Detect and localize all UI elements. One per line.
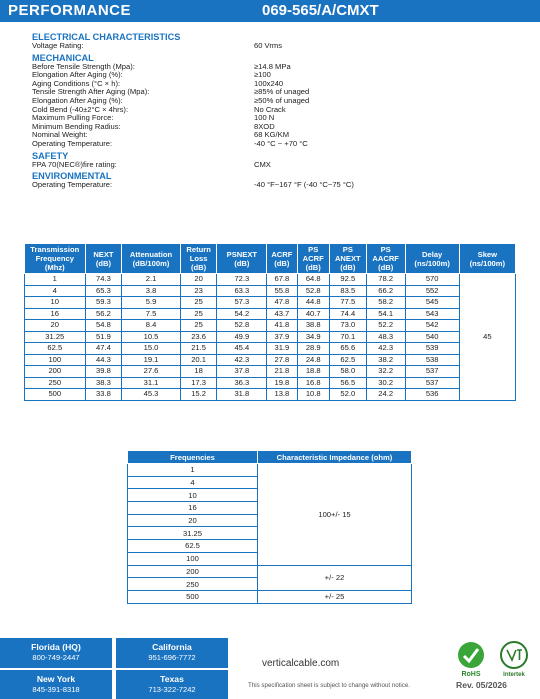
perf-cell: 34.9 <box>297 331 329 343</box>
spec-label: Nominal Weight: <box>32 130 88 140</box>
table-row <box>25 343 516 355</box>
perf-cell: 38.2 <box>366 354 405 366</box>
performance-table <box>24 243 516 401</box>
perf-cell: 65.3 <box>85 285 122 297</box>
section-title: SAFETY <box>32 150 69 161</box>
table-row <box>25 331 516 343</box>
perf-cell: 56.5 <box>329 377 366 389</box>
perf-cell: 31.1 <box>122 377 180 389</box>
perf-cell: 38.8 <box>297 320 329 332</box>
impedance-table <box>127 450 412 604</box>
imp-header-freq: Frequencies <box>128 451 258 464</box>
perf-cell: 45.4 <box>217 343 267 355</box>
perf-cell: 57.3 <box>217 297 267 309</box>
spec-section <box>32 32 512 51</box>
spec-label: Elongation After Aging (%): <box>32 70 123 80</box>
perf-cell: 537 <box>405 366 459 378</box>
perf-cell: 45.3 <box>122 389 180 401</box>
perf-cell: 21.5 <box>180 343 217 355</box>
imp-header-impedance: Characteristic Impedance (ohm) <box>258 451 412 464</box>
perf-cell: 47.8 <box>267 297 297 309</box>
perf-header-cell: PS ACRF (dB) <box>297 244 329 274</box>
perf-cell: 19.8 <box>267 377 297 389</box>
perf-cell: 20 <box>25 320 86 332</box>
perf-cell: 3.8 <box>122 285 180 297</box>
perf-cell: 74.3 <box>85 274 122 286</box>
perf-header-cell: NEXT (dB) <box>85 244 122 274</box>
perf-cell: 100 <box>25 354 86 366</box>
table-row <box>128 464 412 477</box>
spec-row <box>32 181 512 190</box>
perf-cell: 49.9 <box>217 331 267 343</box>
perf-cell: 36.3 <box>217 377 267 389</box>
perf-cell: 24.2 <box>366 389 405 401</box>
imp-freq-cell: 10 <box>128 489 258 502</box>
imp-freq-cell: 500 <box>128 590 258 603</box>
section-title: ELECTRICAL CHARACTERISTICS <box>32 32 181 42</box>
perf-cell: 500 <box>25 389 86 401</box>
perf-cell: 28.9 <box>297 343 329 355</box>
etl-intertek-logo-icon <box>496 640 532 678</box>
perf-cell: 24.8 <box>297 354 329 366</box>
perf-cell: 62.5 <box>25 343 86 355</box>
spec-value: -40 °C ~ +70 °C <box>254 138 308 148</box>
spec-label: Aging Conditions (°C × h): <box>32 78 121 88</box>
perf-cell: 31.25 <box>25 331 86 343</box>
spec-label: FPA 70(NEC®)fire rating: <box>32 159 117 169</box>
imp-value-cell: +/- 25 <box>258 590 412 603</box>
spec-value: CMX <box>254 159 271 169</box>
perf-cell: 2.1 <box>122 274 180 286</box>
spec-row <box>32 161 512 170</box>
office-city: New York <box>36 674 76 684</box>
spec-label: Before Tensile Strength (Mpa): <box>32 61 135 71</box>
perf-cell: 37.9 <box>267 331 297 343</box>
perf-cell: 74.4 <box>329 308 366 320</box>
perf-cell: 83.5 <box>329 285 366 297</box>
perf-cell: 63.3 <box>217 285 267 297</box>
perf-cell: 27.6 <box>122 366 180 378</box>
perf-cell: 23 <box>180 285 217 297</box>
header-part-number: 069-565/A/CMXT <box>262 2 379 19</box>
perf-cell: 55.8 <box>267 285 297 297</box>
header-title: PERFORMANCE <box>8 2 132 19</box>
spec-value: ≥85% of unaged <box>254 87 310 97</box>
perf-cell: 73.0 <box>329 320 366 332</box>
perf-cell: 65.6 <box>329 343 366 355</box>
office-texas <box>116 670 228 699</box>
spec-value: 60 Vrms <box>254 41 282 50</box>
perf-cell: 40.7 <box>297 308 329 320</box>
spec-value: 100 N <box>254 113 275 123</box>
disclaimer: This specification sheet is subject to change without notice. <box>248 682 410 689</box>
perf-cell: 543 <box>405 308 459 320</box>
perf-cell: 41.8 <box>267 320 297 332</box>
perf-cell: 18.8 <box>297 366 329 378</box>
perf-cell: 52.8 <box>297 285 329 297</box>
perf-cell: 19.1 <box>122 354 180 366</box>
perf-cell: 58.2 <box>366 297 405 309</box>
rohs-logo-icon <box>454 640 488 678</box>
table-row <box>128 565 412 578</box>
perf-cell: 42.3 <box>217 354 267 366</box>
perf-header-cell: Attenuation (dB/100m) <box>122 244 180 274</box>
perf-cell: 32.2 <box>366 366 405 378</box>
spec-value: No Crack <box>254 104 286 114</box>
spec-label: Tensile Strength After Aging (Mpa): <box>32 87 150 97</box>
perf-cell: 23.6 <box>180 331 217 343</box>
perf-cell: 25 <box>180 297 217 309</box>
perf-header-cell: PS ANEXT (dB) <box>329 244 366 274</box>
spec-label: Cold Bend (-40±2°C × 4hrs): <box>32 104 129 114</box>
perf-cell: 10.8 <box>297 389 329 401</box>
perf-cell: 10 <box>25 297 86 309</box>
imp-freq-cell: 16 <box>128 502 258 515</box>
page-header <box>0 0 540 22</box>
spec-label: Operating Temperature: <box>32 180 113 190</box>
perf-cell: 44.8 <box>297 297 329 309</box>
perf-cell: 7.5 <box>122 308 180 320</box>
perf-cell: 78.2 <box>366 274 405 286</box>
perf-cell: 30.2 <box>366 377 405 389</box>
perf-cell: 56.2 <box>85 308 122 320</box>
perf-cell: 54.1 <box>366 308 405 320</box>
perf-cell: 542 <box>405 320 459 332</box>
spec-label: Maximum Pulling Force: <box>32 113 114 123</box>
perf-cell: 25 <box>180 320 217 332</box>
perf-cell: 20.1 <box>180 354 217 366</box>
perf-cell: 62.5 <box>329 354 366 366</box>
perf-cell: 59.3 <box>85 297 122 309</box>
spec-label: Elongation After Aging (%): <box>32 95 123 105</box>
imp-freq-cell: 200 <box>128 565 258 578</box>
perf-header-cell: Skew (ns/100m) <box>459 244 515 274</box>
perf-cell: 38.3 <box>85 377 122 389</box>
imp-freq-cell: 1 <box>128 464 258 477</box>
imp-freq-cell: 20 <box>128 514 258 527</box>
imp-value-cell: +/- 22 <box>258 565 412 590</box>
imp-freq-cell: 100 <box>128 552 258 565</box>
perf-header-cell: Delay (ns/100m) <box>405 244 459 274</box>
perf-cell: 77.5 <box>329 297 366 309</box>
office-city: California <box>152 642 192 652</box>
office-phone: 713-322-7242 <box>148 685 196 694</box>
perf-header-cell: Return Loss (dB) <box>180 244 217 274</box>
perf-cell: 21.8 <box>267 366 297 378</box>
imp-value-cell: 100+/- 15 <box>258 464 412 566</box>
spec-value: ≥14.8 MPa <box>254 61 291 71</box>
perf-cell: 20 <box>180 274 217 286</box>
perf-cell: 8.4 <box>122 320 180 332</box>
perf-cell: 27.8 <box>267 354 297 366</box>
perf-cell: 48.3 <box>366 331 405 343</box>
spec-section <box>32 151 512 170</box>
spec-value: 68 KG/KM <box>254 130 290 140</box>
perf-cell: 17.3 <box>180 377 217 389</box>
table-row <box>25 285 516 297</box>
perf-cell: 37.8 <box>217 366 267 378</box>
perf-cell: 552 <box>405 285 459 297</box>
office-phone: 845-391-8318 <box>32 685 80 694</box>
perf-header-cell: PSNEXT (dB) <box>217 244 267 274</box>
table-row <box>25 297 516 309</box>
perf-cell: 5.9 <box>122 297 180 309</box>
spec-value: 100x240 <box>254 78 284 88</box>
table-row <box>25 389 516 401</box>
office-new-york <box>0 670 112 699</box>
spec-label: Voltage Rating: <box>32 41 84 50</box>
perf-cell: 44.3 <box>85 354 122 366</box>
spec-row <box>32 140 512 149</box>
skew-cell: 45 <box>459 274 515 401</box>
perf-cell: 540 <box>405 331 459 343</box>
perf-cell: 33.8 <box>85 389 122 401</box>
spec-value: -40 °F~167 °F (-40 °C~75 °C) <box>254 180 354 190</box>
office-phone: 951-696-7772 <box>148 653 196 662</box>
perf-cell: 15.2 <box>180 389 217 401</box>
perf-cell: 43.7 <box>267 308 297 320</box>
perf-cell: 15.0 <box>122 343 180 355</box>
perf-cell: 92.5 <box>329 274 366 286</box>
perf-cell: 536 <box>405 389 459 401</box>
table-row <box>25 354 516 366</box>
imp-freq-cell: 31.25 <box>128 527 258 540</box>
perf-cell: 52.0 <box>329 389 366 401</box>
perf-header-cell: Transmission Frequency (Mhz) <box>25 244 86 274</box>
perf-cell: 10.5 <box>122 331 180 343</box>
section-title: ENVIRONMENTAL <box>32 171 112 182</box>
rohs-text: RoHS <box>461 671 481 678</box>
perf-cell: 47.4 <box>85 343 122 355</box>
spec-value: ≥100 <box>254 70 271 80</box>
perf-header-cell: ACRF (dB) <box>267 244 297 274</box>
table-row <box>25 274 516 286</box>
perf-cell: 4 <box>25 285 86 297</box>
perf-cell: 31.9 <box>267 343 297 355</box>
perf-cell: 1 <box>25 274 86 286</box>
perf-cell: 537 <box>405 377 459 389</box>
perf-cell: 13.8 <box>267 389 297 401</box>
perf-cell: 72.3 <box>217 274 267 286</box>
office-city: Florida (HQ) <box>31 642 81 652</box>
perf-cell: 538 <box>405 354 459 366</box>
perf-cell: 250 <box>25 377 86 389</box>
table-row <box>25 320 516 332</box>
perf-cell: 31.8 <box>217 389 267 401</box>
perf-cell: 52.8 <box>217 320 267 332</box>
spec-section <box>32 53 512 149</box>
office-california <box>116 638 228 668</box>
perf-cell: 16.8 <box>297 377 329 389</box>
spec-label: Minimum Bending Radius: <box>32 121 121 131</box>
perf-cell: 54.8 <box>85 320 122 332</box>
spec-section <box>32 171 512 190</box>
perf-cell: 70.1 <box>329 331 366 343</box>
perf-cell: 16 <box>25 308 86 320</box>
office-city: Texas <box>160 674 184 684</box>
perf-cell: 39.8 <box>85 366 122 378</box>
revision-label: Rev. 05/2026 <box>456 680 507 690</box>
perf-cell: 539 <box>405 343 459 355</box>
perf-cell: 64.8 <box>297 274 329 286</box>
perf-cell: 54.2 <box>217 308 267 320</box>
perf-header-cell: PS AACRF (dB) <box>366 244 405 274</box>
perf-cell: 545 <box>405 297 459 309</box>
imp-freq-cell: 250 <box>128 578 258 591</box>
spec-row <box>32 42 512 51</box>
website-link[interactable]: verticalcable.com <box>262 658 340 669</box>
imp-freq-cell: 4 <box>128 476 258 489</box>
perf-cell: 200 <box>25 366 86 378</box>
office-florida <box>0 638 112 668</box>
table-row <box>128 590 412 603</box>
perf-cell: 67.8 <box>267 274 297 286</box>
spec-label: Operating Temperature: <box>32 138 113 148</box>
table-row <box>25 377 516 389</box>
office-phone: 800-749-2447 <box>32 653 80 662</box>
spec-value: ≥50% of unaged <box>254 95 310 105</box>
perf-cell: 42.3 <box>366 343 405 355</box>
perf-cell: 18 <box>180 366 217 378</box>
perf-cell: 52.2 <box>366 320 405 332</box>
spec-value: 8XOD <box>254 121 275 131</box>
table-row <box>25 366 516 378</box>
section-title: MECHANICAL <box>32 52 94 63</box>
page-footer <box>0 638 540 699</box>
perf-cell: 570 <box>405 274 459 286</box>
perf-cell: 25 <box>180 308 217 320</box>
perf-cell: 58.0 <box>329 366 366 378</box>
imp-freq-cell: 62.5 <box>128 540 258 553</box>
table-row <box>25 308 516 320</box>
spec-list <box>32 30 512 191</box>
perf-cell: 66.2 <box>366 285 405 297</box>
perf-cell: 51.9 <box>85 331 122 343</box>
intertek-text: Intertek <box>503 672 525 678</box>
